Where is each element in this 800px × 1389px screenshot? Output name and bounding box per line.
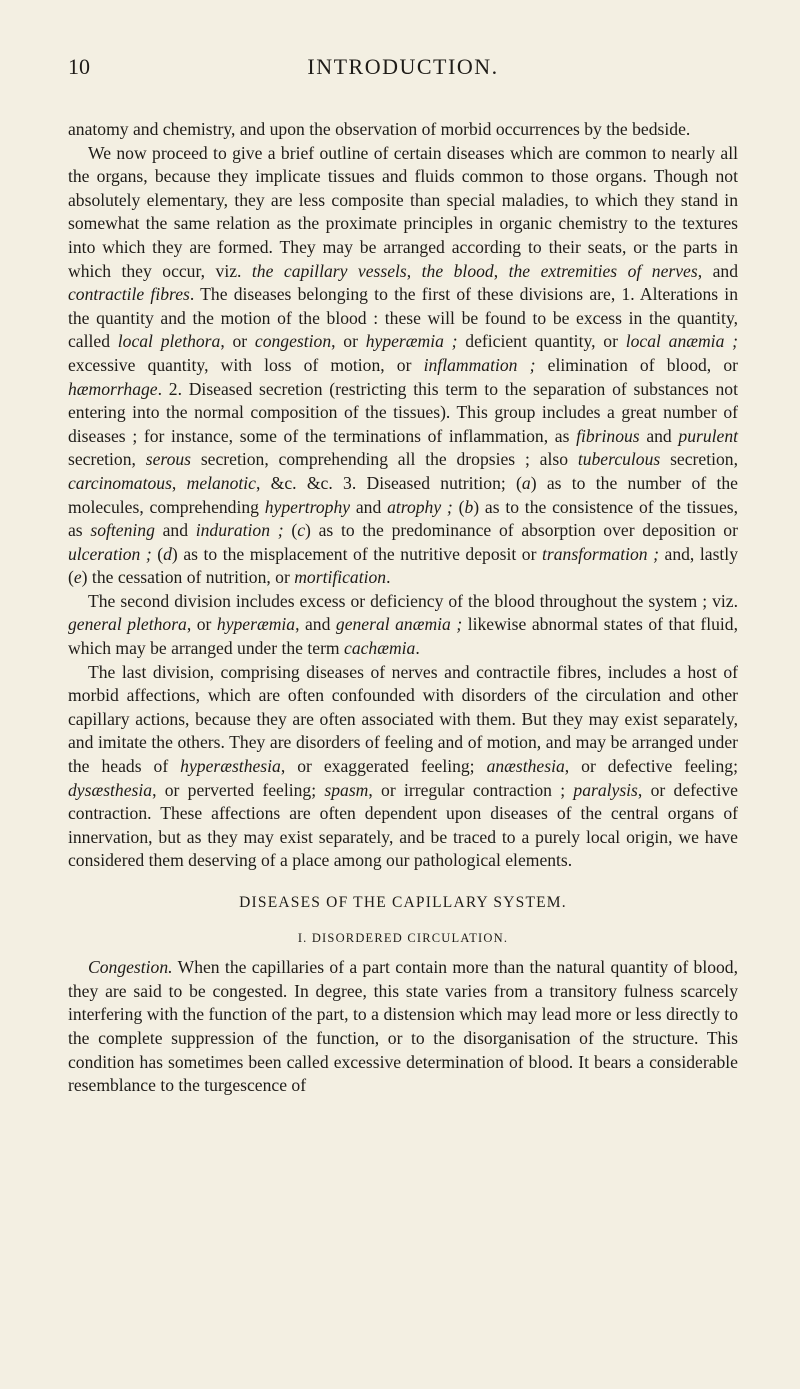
italic-term: c (297, 520, 305, 541)
italic-term: hæmorrhage (68, 378, 158, 399)
section-heading: DISEASES OF THE CAPILLARY SYSTEM. (239, 894, 567, 911)
paragraph-outline: We now proceed to give a brief outline of certain diseases which are common to nearly all the organs, because they implicate tissues and fluids common to those organs. Though not absolutely elementary, they are less composite than special maladies, to which they stand in somewhat the same relation as the proximate principles in organic chemistry to the textures into which they are formed. They may be arranged according to their seats, or the parts in which they occur, viz. the capillary vessels, the blood, the extremities of nerves, and contractile fibres. The diseases belonging to the first of these divisions are, 1. Alterations in the quantity and the motion of the blood : these will be found to be excess in the quantity, called local plethora, or congestion, or hyperæmia ; deficient quantity, or local anæmia ; excessive quantity, with loss of motion, or inflammation ; elimination of blood, or hæmorrhage. 2. Diseased secretion (restricting this term to the separation of substances not entering into the normal composition of the tissues). This group includes a great number of diseases ; for instance, some of the terminations of inflammation, as fibrinous and purulent secretion, serous secretion, comprehending all the dropsies ; also tuberculous secretion, carcinomatous, melanotic, &c. &c. 3. Diseased nutrition; (a) as to the number of the molecules, comprehending hypertrophy and atrophy ; (b) as to the consistence of the tissues, as softening and induration ; (c) as to the predominance of absorption over deposition or ulceration ; (d) as to the misplacement of the nutritive deposit or transformation ; and, lastly (e) the cessation of nutrition, or mortification. (68, 142, 739, 588)
italic-term: hyperæmia (216, 614, 296, 635)
paragraph-congestion: Congestion. When the capillaries of a part contain more than the natural quantity of blood, they are said to be congested. In degree, this state varies from a transitory fulness scarcely interfering with the function of the part, to a distension which may lead more or less directly to the complete suppression of the function, or to the disorganisation of the structure. This condition has sometimes been called excessive determination of blood. It bears a considerable resemblance to the turgescence of (68, 957, 738, 1096)
italic-term: general anæmia ; (335, 614, 463, 635)
italic-term: softening (90, 520, 155, 541)
italic-term: paralysis (573, 779, 638, 800)
italic-term: hypertrophy (264, 496, 351, 517)
subsection-heading: I. DISORDERED CIRCULATION. (297, 930, 509, 945)
italic-term: contractile fibres (68, 284, 190, 305)
italic-term: the blood (421, 260, 494, 281)
italic-term: mortification (294, 567, 387, 588)
italic-term: e (73, 567, 82, 588)
italic-term: b (464, 496, 474, 517)
page-number: 10 (68, 54, 90, 79)
italic-term: serous (145, 449, 192, 470)
paragraph-last-division: The last division, comprising diseases of nerves and contractile fibres, includes a host of morbid affections, which are often confounded with disorders of the circulation and other capillary actions, because they are often associated with them. But they may exist separately, and imitate the others. They are disorders of feeling and of motion, and may be arranged under the heads of hyperæsthesia, or exaggerated feeling; anæsthesia, or defective feeling; dysæsthesia, or perverted feeling; spasm, or irregular contraction ; paralysis, or defective contraction. These affections are often dependent upon diseases of the central organs of innervation, but as they may exist separately, and be traced to a purely local origin, we have considered them deserving of a place among our pathological elements. (68, 661, 738, 871)
paragraph-continuation: anatomy and chemistry, and upon the observation of morbid occurrences by the bedside. (68, 119, 691, 139)
italic-term: general plethora (68, 614, 187, 635)
italic-term: carcinomatous (68, 472, 172, 493)
running-head: INTRODUCTION. (307, 54, 499, 79)
italic-term: atrophy ; (387, 496, 453, 517)
page-header (68, 44, 738, 84)
italic-term: d (163, 543, 172, 564)
paragraph-second-division: The second division includes excess or deficiency of the blood throughout the system ; viz. general plethora, or hyperæmia, and general anæmia ; likewise abnormal states of that fluid, which may be arranged under the term cachæmia. (68, 590, 738, 659)
italic-term: local plethora (117, 331, 221, 352)
italic-term: hyperæsthesia (180, 756, 281, 777)
italic-term: local anæmia ; (625, 331, 738, 352)
italic-term: tuberculous (577, 449, 661, 470)
italic-term: melanotic (186, 472, 256, 493)
italic-term: the capillary vessels (251, 260, 407, 281)
italic-term: cachæmia (344, 638, 416, 659)
body-text (68, 118, 738, 1098)
italic-term: the extremities of nerves (508, 260, 698, 281)
italic-term: transformation ; (542, 543, 659, 564)
italic-term: ulceration ; (68, 543, 152, 564)
italic-term: Congestion. (88, 957, 173, 978)
italic-term: congestion (254, 331, 332, 352)
italic-term: inflammation ; (423, 354, 536, 375)
italic-term: hyperæmia ; (365, 331, 458, 352)
italic-term: anæsthesia (486, 756, 565, 777)
italic-term: spasm (324, 779, 369, 800)
italic-term: purulent (678, 425, 739, 446)
italic-term: fibrinous (576, 425, 640, 446)
italic-term: induration ; (195, 520, 284, 541)
italic-term: a (521, 472, 531, 493)
italic-term: dysæsthesia (68, 779, 153, 800)
page (68, 44, 738, 1098)
